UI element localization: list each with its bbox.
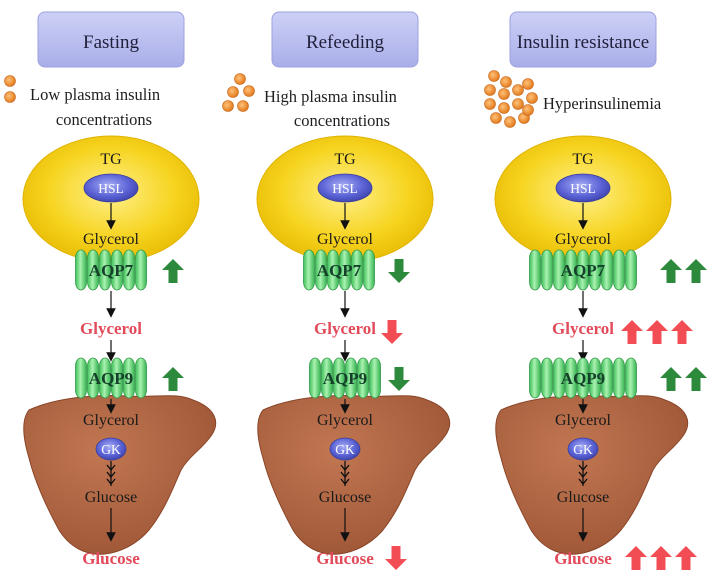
insulin-dot [223,101,234,112]
aqp9-label: AQP9 [560,369,606,388]
insulin-dot [489,71,500,82]
aqp9-change-arrow-1 [388,367,410,391]
glycerol-plasma-label: Glycerol [80,319,142,338]
aquaporin-subunit [530,358,541,398]
insulin-note-line-1: Low plasma insulin [30,85,161,104]
glucose-liver-label: Glucose [318,489,372,506]
glycerol-change-arrow-1 [621,320,643,344]
aqp7-label: AQP7 [560,261,606,280]
aquaporin-subunit [136,250,147,290]
gk-label: GK [573,442,593,457]
insulin-dot [228,87,239,98]
insulin-note-line-2: concentrations [55,110,153,129]
panel-3 [485,12,708,570]
glucose-change-arrow-1 [385,546,407,570]
aquaporin-subunit [626,358,637,398]
aqp9-change-arrow-2 [685,367,707,391]
aquaporin-subunit [542,358,553,398]
insulin-dot [523,105,534,116]
glycerol-liver-label: Glycerol [317,412,373,429]
insulin-dot [527,93,538,104]
aquaporin-subunit [614,250,625,290]
aquaporin-subunit [542,250,553,290]
glycerol-adipocyte-label: Glycerol [317,231,373,248]
insulin-dot [499,89,510,100]
aqp7-change-arrow-2 [685,259,707,283]
glycerol-liver-label: Glycerol [83,412,139,429]
insulin-dot [513,85,524,96]
tg-label: TG [334,151,356,168]
insulin-dot [5,92,16,103]
insulin-dot [485,99,496,110]
insulin-dot [499,103,510,114]
glycerol-adipocyte-label: Glycerol [555,231,611,248]
insulin-dot [491,113,502,124]
aquaporin-subunit [626,250,637,290]
aquaporin-subunit [76,250,87,290]
insulin-dot [501,77,512,88]
aqp7-label: AQP7 [316,261,362,280]
insulin-dot [238,101,249,112]
glucose-change-arrow-2 [650,546,672,570]
insulin-dot [244,86,255,97]
hsl-label: HSL [98,181,124,196]
glycerol-change-arrow-3 [671,320,693,344]
insulin-dot [485,85,496,96]
hsl-label: HSL [570,181,596,196]
aqp7-change-arrow-1 [388,259,410,283]
glycerol-liver-label: Glycerol [555,412,611,429]
glycerol-change-arrow-2 [646,320,668,344]
glycerol-plasma-label: Glycerol [552,319,614,338]
gk-label: GK [335,442,355,457]
insulin-dot [523,79,534,90]
aqp7-label: AQP7 [88,261,134,280]
insulin-dot [513,99,524,110]
glucose-change-arrow-3 [675,546,697,570]
glycerol-adipocyte-label: Glycerol [83,231,139,248]
glucose-output-label: Glucose [554,549,612,568]
insulin-note-line-1: Hyperinsulinemia [543,94,662,113]
insulin-dot [235,74,246,85]
glucose-change-arrow-1 [625,546,647,570]
aquaporin-subunit [364,250,375,290]
glycerol-change-arrow-1 [381,320,403,344]
glucose-liver-label: Glucose [556,489,610,506]
glycerol-plasma-label: Glycerol [314,319,376,338]
gk-label: GK [101,442,121,457]
aquaporin-subunit [310,358,321,398]
panel-title: Fasting [83,32,139,53]
aquaporin-subunit [76,358,87,398]
tg-label: TG [572,151,594,168]
aquaporin-subunit [136,358,147,398]
aquaporin-subunit [370,358,381,398]
panel-2 [223,12,450,570]
hsl-label: HSL [332,181,358,196]
glucose-liver-label: Glucose [84,489,138,506]
aqp7-change-arrow-1 [660,259,682,283]
aqp9-change-arrow-1 [162,367,184,391]
insulin-dot [5,76,16,87]
insulin-note-line-2: concentrations [293,111,391,130]
insulin-note-line-1: High plasma insulin [264,87,397,106]
aqp9-label: AQP9 [88,369,134,388]
panel-title: Refeeding [305,32,385,53]
aqp7-change-arrow-1 [162,259,184,283]
glucose-output-label: Glucose [316,549,374,568]
panel-title: Insulin resistance [516,32,650,53]
aqp9-label: AQP9 [322,369,368,388]
aquaporin-subunit [530,250,541,290]
aquaporin-subunit [614,358,625,398]
panel-1 [5,12,216,568]
aquaporin-subunit [304,250,315,290]
aqp9-change-arrow-1 [660,367,682,391]
insulin-dot [505,117,516,128]
glucose-output-label: Glucose [82,549,140,568]
tg-label: TG [100,151,122,168]
